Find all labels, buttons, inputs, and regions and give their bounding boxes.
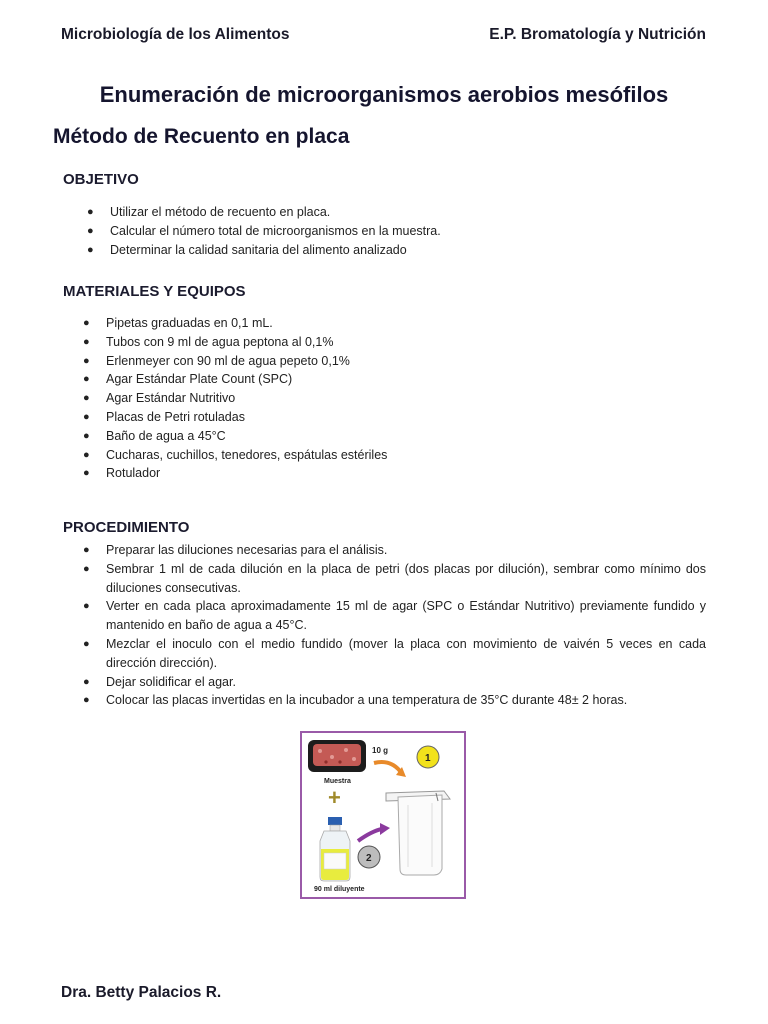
bullet-icon: ● — [83, 675, 90, 688]
bullet-icon: ● — [87, 206, 94, 218]
procedure-figure — [300, 731, 466, 899]
list-item: ● Placas de Petri rotuladas — [106, 408, 706, 427]
objetivo-list — [87, 203, 710, 259]
procedimiento-heading: PROCEDIMIENTO — [63, 519, 190, 536]
list-item: ● Pipetas graduadas en 0,1 mL. — [106, 314, 706, 333]
page-subtitle: Método de Recuento en placa — [53, 125, 350, 148]
list-item: ● Determinar la calidad sanitaria del alimento analizado — [110, 241, 710, 260]
step-2-label: 2 — [366, 853, 372, 864]
author-signature: Dra. Betty Palacios R. — [61, 984, 222, 1001]
bullet-icon: ● — [83, 544, 90, 556]
header-course: Microbiología de los Alimentos — [61, 26, 290, 43]
arrow-head-icon — [380, 823, 390, 835]
bullet-icon: ● — [83, 392, 90, 405]
bullet-icon: ● — [83, 562, 90, 575]
list-item: ● Utilizar el método de recuento en placa. — [110, 203, 710, 222]
bullet-icon: ● — [83, 448, 90, 461]
meat-sample-icon — [308, 740, 366, 772]
step-1-label: 1 — [425, 753, 431, 764]
list-item: ● Agar Estándar Plate Count (SPC) — [106, 370, 706, 389]
list-item: ● Colocar las placas invertidas en la incubador a una temperatura de 35°C durante 48± 2 horas. — [106, 691, 706, 710]
bullet-icon: ● — [87, 243, 94, 256]
plus-sign: + — [328, 785, 341, 810]
sample-preparation-illustration — [302, 733, 464, 897]
bullet-icon: ● — [83, 694, 90, 707]
list-item: ● Agar Estándar Nutritivo — [106, 389, 706, 408]
materiales-list — [83, 314, 706, 483]
page-title: Enumeración de microorganismos aerobios mesófilos — [99, 82, 669, 107]
bullet-icon: ● — [83, 410, 90, 423]
list-item: ● Preparar las diluciones necesarias para el análisis. — [106, 541, 706, 560]
procedimiento-list — [83, 541, 706, 710]
list-item: ● Sembrar 1 ml de cada dilución en la placa de petri (dos placas por dilución), sembrar como mínimo dos diluciones consecutivas. — [83, 561, 706, 595]
sample-label: Muestra — [324, 778, 351, 785]
header-school: E.P. Bromatología y Nutrición — [489, 26, 706, 43]
list-item: ● Rotulador — [106, 464, 706, 483]
materiales-heading: MATERIALES Y EQUIPOS — [63, 283, 246, 300]
diluent-bottle-icon — [320, 817, 350, 881]
bullet-icon: ● — [83, 637, 90, 650]
objetivo-heading: OBJETIVO — [63, 171, 139, 188]
bullet-icon: ● — [87, 224, 94, 237]
list-item: ● Dejar solidificar el agar. — [106, 673, 706, 692]
list-item: ● Tubos con 9 ml de agua peptona al 0,1% — [106, 333, 706, 352]
list-item: ● Mezclar el inoculo con el medio fundido (mover la placa con movimiento de vaivén 5 veces en cada dirección dirección). — [83, 636, 706, 670]
stomacher-bag-icon — [386, 791, 450, 875]
list-item: ● Calcular el número total de microorganismos en la muestra. — [110, 222, 710, 241]
arrow-icon — [374, 762, 400, 771]
weight-label: 10 g — [372, 746, 389, 755]
bullet-icon: ● — [83, 354, 90, 367]
bullet-icon: ● — [83, 429, 90, 442]
list-item: ● Cucharas, cuchillos, tenedores, espátulas estériles — [106, 446, 706, 465]
bullet-icon: ● — [83, 373, 90, 386]
bullet-icon: ● — [83, 467, 90, 480]
diluent-label: 90 ml diluyente — [314, 886, 365, 893]
list-item: ● Erlenmeyer con 90 ml de agua pepeto 0,1% — [106, 352, 706, 371]
list-item: ● Verter en cada placa aproximadamente 15 ml de agar (SPC o Estándar Nutritivo) previamente fundido y mantenido en baño de agua a 45°C. — [83, 599, 706, 633]
bullet-icon: ● — [83, 600, 90, 613]
bullet-icon: ● — [83, 317, 90, 329]
arrow-icon — [358, 829, 382, 841]
bullet-icon: ● — [83, 335, 90, 348]
list-item: ● Baño de agua a 45°C — [106, 427, 706, 446]
